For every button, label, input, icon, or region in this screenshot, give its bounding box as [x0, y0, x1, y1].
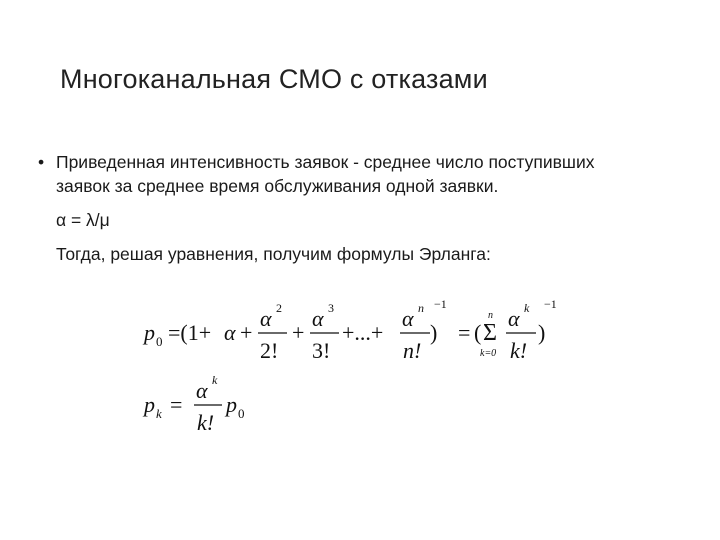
frac2-num: α — [260, 306, 272, 331]
frack-num: α — [508, 306, 520, 331]
sum-open: ( — [474, 320, 482, 345]
sum-minus1: −1 — [544, 297, 557, 311]
slide-body — [36, 150, 686, 266]
bullet-line-1: Приведенная интенсивность заявок - среднее число поступивших — [56, 152, 595, 172]
pk-den: k! — [197, 410, 215, 435]
frack-den: k! — [510, 338, 528, 363]
pk-p0-symbol: p — [226, 392, 237, 417]
pk-subscript: k — [156, 406, 162, 421]
fracn-num: α — [402, 306, 414, 331]
frac3-num: α — [312, 306, 324, 331]
frac2-den: 2! — [260, 338, 279, 363]
sum-bottom: k=0 — [480, 348, 497, 359]
p0-symbol: p — [144, 320, 155, 345]
p0-close: ) — [430, 320, 438, 345]
fracn-den: n! — [403, 338, 422, 363]
pk-num-exp: k — [212, 373, 218, 387]
eq-2: = — [458, 320, 471, 345]
formula-pk — [140, 368, 280, 438]
alpha-term: α — [224, 320, 236, 345]
sum-close: ) — [538, 320, 546, 345]
frac3-exp: 3 — [328, 301, 334, 315]
bullet-dot: • — [38, 152, 45, 172]
p0-subscript: 0 — [156, 334, 163, 349]
bullet-item — [36, 150, 686, 266]
pk-num: α — [196, 378, 208, 403]
sum-top: n — [488, 310, 493, 321]
pk-eq: = — [170, 392, 183, 417]
frac3-den: 3! — [312, 338, 331, 363]
plus-2: + — [292, 320, 305, 345]
pk-symbol: p — [144, 392, 155, 417]
plus-1: + — [240, 320, 253, 345]
frac2-exp: 2 — [276, 301, 282, 315]
formula-p0 — [140, 296, 580, 366]
p0-minus1: −1 — [434, 297, 447, 311]
frack-exp: k — [524, 301, 530, 315]
bullet-line-2: заявок за среднее время обслуживания одной заявки. — [56, 176, 499, 196]
p0-open: =(1+ — [168, 320, 212, 345]
alpha-definition: α = λ/μ — [56, 210, 110, 230]
slide-title: Многоканальная СМО с отказами — [60, 64, 488, 94]
sum-sign: Σ — [483, 320, 497, 346]
dots: +...+ — [342, 320, 384, 345]
erlang-intro-text: Тогда, решая уравнения, получим формулы Эрланга: — [56, 244, 491, 264]
pk-p0-subscript: 0 — [238, 406, 245, 421]
fracn-exp: n — [418, 301, 424, 315]
